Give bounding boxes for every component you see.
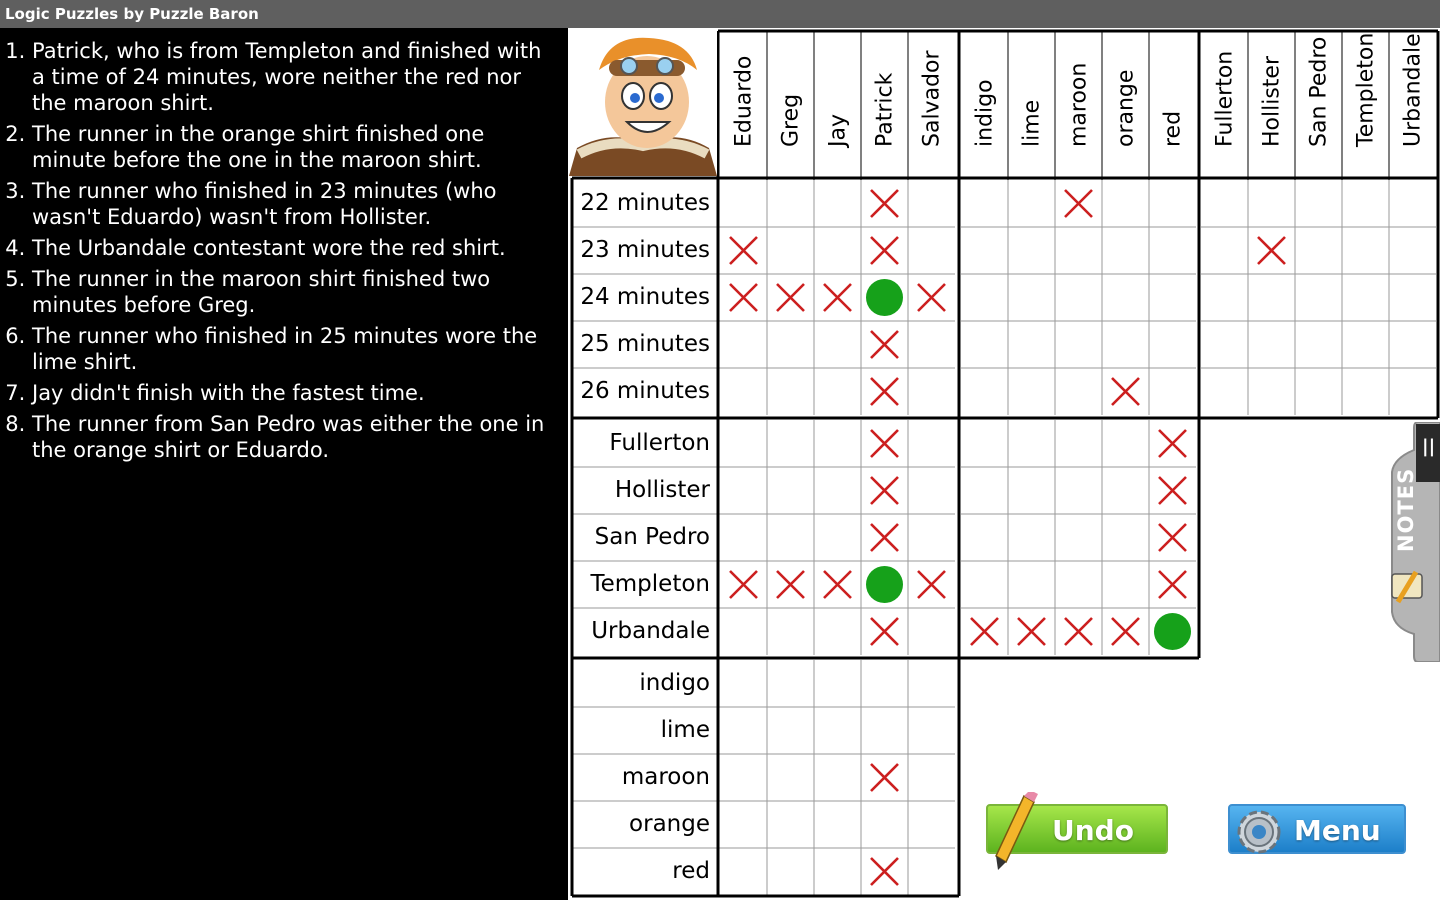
grid-cell[interactable] [1149,274,1196,321]
clue-item: 3. The runner who finished in 23 minutes (who wasn't Eduardo) wasn't from Hollister. [32,178,560,230]
row-shirt-header: orange [629,811,710,837]
grid-cell[interactable] [908,227,955,274]
grid-cell[interactable] [861,608,908,655]
grid-cell[interactable] [767,608,814,655]
x-mark-icon [775,569,806,600]
row-shirt-header: indigo [639,670,710,696]
grid-cell[interactable] [908,180,955,227]
confirm-dot-icon [1154,613,1191,650]
x-mark-icon [1157,522,1188,553]
confirm-dot-icon [866,566,903,603]
grid-cell[interactable] [1102,420,1149,467]
grid-cell[interactable] [814,801,861,848]
col-name-header-label: Patrick [872,72,897,147]
grid-cell[interactable] [814,368,861,415]
pencil-icon [984,792,1044,872]
grid-cell[interactable] [720,754,767,801]
grid-cell[interactable] [861,467,908,514]
confirm-dot-icon [866,279,903,316]
grid-cell[interactable] [908,274,955,321]
grid-cell[interactable] [814,754,861,801]
grid-cell[interactable] [814,321,861,368]
app-title-bar [0,0,1440,28]
grid-cell[interactable] [767,227,814,274]
grid-cell[interactable] [720,321,767,368]
grid-cell[interactable] [814,420,861,467]
clue-list [0,30,568,900]
x-mark-icon [1063,616,1094,647]
col-shirt-header-label: orange [1113,69,1138,147]
grid-cell[interactable] [720,514,767,561]
grid-cell[interactable] [767,420,814,467]
grid-cell[interactable] [1008,180,1055,227]
col-name-header [861,31,908,176]
grid-cell[interactable] [767,561,814,608]
grid-cell[interactable] [961,368,1008,415]
grid-cell[interactable] [1055,274,1102,321]
grid-cell[interactable] [1102,368,1149,415]
grid-cell[interactable] [767,754,814,801]
grid-cell[interactable] [908,368,955,415]
x-mark-icon [1157,428,1188,459]
grid-cell[interactable] [1201,321,1248,368]
grid-cell[interactable] [861,707,908,754]
col-shirt-header [1055,31,1102,176]
grid-cell[interactable] [767,801,814,848]
grid-cell[interactable] [908,514,955,561]
grid-cell[interactable] [1295,274,1342,321]
col-town-header [1201,31,1248,176]
grid-cell[interactable] [1055,180,1102,227]
col-name-header [814,31,861,176]
grid-cell[interactable] [1248,321,1295,368]
grid-cell[interactable] [961,420,1008,467]
grid-cell[interactable] [1102,274,1149,321]
grid-cell[interactable] [1102,467,1149,514]
grid-cell[interactable] [720,660,767,707]
grid-cell[interactable] [861,660,908,707]
grid-cell[interactable] [1008,321,1055,368]
x-mark-icon [869,762,900,793]
menu-button[interactable] [1228,804,1406,854]
x-mark-icon [1016,616,1047,647]
grid-cell[interactable] [767,368,814,415]
grid-cell[interactable] [861,227,908,274]
grid-cell[interactable] [1149,180,1196,227]
grid-cell[interactable] [1295,227,1342,274]
grid-cell[interactable] [767,707,814,754]
grid-cell[interactable] [861,368,908,415]
grid-cell[interactable] [1295,180,1342,227]
grid-cell[interactable] [1389,274,1436,321]
row-time-header: 24 minutes [580,284,710,310]
x-mark-icon [869,616,900,647]
col-town-header [1248,31,1295,176]
x-mark-icon [916,569,947,600]
x-mark-icon [1157,569,1188,600]
x-mark-icon [869,428,900,459]
row-time-header: 22 minutes [580,190,710,216]
grid-cell[interactable] [767,467,814,514]
grid-cell[interactable] [720,227,767,274]
grid-cell[interactable] [1149,420,1196,467]
clue-item: 1. Patrick, who is from Templeton and finished with a time of 24 minutes, wore neither the red nor the maroon shirt. [32,38,560,116]
grid-cell[interactable] [1201,227,1248,274]
grid-cell[interactable] [908,801,955,848]
grid-cell[interactable] [1389,180,1436,227]
x-mark-icon [969,616,1000,647]
x-mark-icon [822,282,853,313]
row-town-header: Urbandale [591,618,710,644]
grid-cell[interactable] [1008,274,1055,321]
col-name-header-label: Salvador [919,50,944,147]
grid-cell[interactable] [1102,321,1149,368]
grid-cell[interactable] [720,608,767,655]
x-mark-icon [728,235,759,266]
x-mark-icon [869,329,900,360]
grid-cell[interactable] [1055,514,1102,561]
col-town-header-label: San Pedro [1306,36,1331,147]
row-town-header: Fullerton [609,430,710,456]
grid-cell[interactable] [1055,368,1102,415]
grid-cell[interactable] [814,707,861,754]
row-time-header: 26 minutes [580,378,710,404]
clue-item: 6. The runner who finished in 25 minutes wore the lime shirt. [32,323,560,375]
grid-cell[interactable] [1149,608,1196,655]
grid-cell[interactable] [814,467,861,514]
grid-cell[interactable] [1102,227,1149,274]
grid-cell[interactable] [861,801,908,848]
x-mark-icon [869,522,900,553]
col-town-header-label: Hollister [1259,55,1284,147]
grid-cell[interactable] [1055,321,1102,368]
row-shirt-header: lime [660,717,710,743]
col-town-header-label: Urbandale [1400,33,1425,147]
notes-handle: || [1422,436,1436,457]
grid-cell[interactable] [908,561,955,608]
col-shirt-header [1008,31,1055,176]
grid-cell[interactable] [814,514,861,561]
clue-item: 8. The runner from San Pedro was either the one in the orange shirt or Eduardo. [32,411,560,463]
grid-cell[interactable] [1102,180,1149,227]
grid-cell[interactable] [720,848,767,895]
row-shirt-header: maroon [621,764,710,790]
col-name-header [720,31,767,176]
grid-cell[interactable] [720,368,767,415]
grid-cell[interactable] [814,848,861,895]
grid-cell[interactable] [961,561,1008,608]
clue-item: 5. The runner in the maroon shirt finished two minutes before Greg. [32,266,560,318]
grid-cell[interactable] [1008,368,1055,415]
notes-tab[interactable] [1388,422,1440,662]
grid-cell[interactable] [1102,514,1149,561]
grid-cell[interactable] [961,180,1008,227]
grid-cell[interactable] [1389,227,1436,274]
row-town-header: San Pedro [594,524,710,550]
grid-cell[interactable] [1055,467,1102,514]
grid-cell[interactable] [767,274,814,321]
undo-button[interactable] [986,804,1168,854]
col-shirt-header-label: indigo [972,79,997,147]
grid-cell[interactable] [1248,368,1295,415]
col-name-header [908,31,955,176]
col-town-header [1342,31,1389,176]
grid-cell[interactable] [1295,368,1342,415]
grid-cell[interactable] [861,274,908,321]
grid-cell[interactable] [720,707,767,754]
grid-cell[interactable] [908,754,955,801]
row-time-header: 23 minutes [580,237,710,263]
grid-cell[interactable] [1149,467,1196,514]
grid-cell[interactable] [1201,368,1248,415]
x-mark-icon [728,282,759,313]
grid-cell[interactable] [861,754,908,801]
grid-cell[interactable] [1102,608,1149,655]
x-mark-icon [1256,235,1287,266]
grid-cell[interactable] [961,467,1008,514]
col-shirt-header [1149,31,1196,176]
grid-cell[interactable] [1008,420,1055,467]
row-time-header: 25 minutes [580,331,710,357]
x-mark-icon [869,235,900,266]
grid-cell[interactable] [720,801,767,848]
col-shirt-header-label: maroon [1066,62,1091,147]
grid-cell[interactable] [1342,368,1389,415]
x-mark-icon [1110,376,1141,407]
grid-cell[interactable] [720,467,767,514]
grid-cell[interactable] [767,660,814,707]
grid-cell[interactable] [1055,420,1102,467]
grid-cell[interactable] [961,321,1008,368]
col-name-header-label: Greg [778,93,803,147]
notes-label: NOTES [1394,467,1418,552]
pencil-icon [1392,572,1422,602]
grid-cell[interactable] [814,660,861,707]
grid-cell[interactable] [1295,321,1342,368]
grid-cell[interactable] [908,707,955,754]
grid-cell[interactable] [961,227,1008,274]
grid-cell[interactable] [1248,227,1295,274]
grid-cell[interactable] [814,608,861,655]
grid-cell[interactable] [908,608,955,655]
col-town-header-label: Fullerton [1212,50,1237,147]
grid-cell[interactable] [1248,274,1295,321]
grid-cell[interactable] [814,561,861,608]
grid-cell[interactable] [720,274,767,321]
grid-cell[interactable] [1008,467,1055,514]
x-mark-icon [822,569,853,600]
col-name-header-label: Jay [825,114,850,147]
row-town-header: Templeton [590,571,710,597]
x-mark-icon [869,856,900,887]
grid-cell[interactable] [1342,321,1389,368]
x-mark-icon [869,188,900,219]
col-town-header-label: Templeton [1353,32,1378,147]
grid-cell[interactable] [961,514,1008,561]
col-town-header [1295,31,1342,176]
grid-cell[interactable] [1149,368,1196,415]
x-mark-icon [916,282,947,313]
grid-cell[interactable] [720,561,767,608]
grid-cell[interactable] [767,321,814,368]
grid-cell[interactable] [1055,608,1102,655]
grid-cell[interactable] [767,848,814,895]
x-mark-icon [728,569,759,600]
col-name-header [767,31,814,176]
grid-cell[interactable] [1008,608,1055,655]
grid-cell[interactable] [861,420,908,467]
x-mark-icon [1063,188,1094,219]
gear-icon [1234,800,1284,860]
row-shirt-header: red [672,858,710,884]
grid-cell[interactable] [1008,227,1055,274]
grid-cell[interactable] [861,561,908,608]
clue-item: 4. The Urbandale contestant wore the red shirt. [32,235,560,261]
grid-cell[interactable] [1201,180,1248,227]
clue-item: 7. Jay didn't finish with the fastest time. [32,380,560,406]
grid-cell[interactable] [1149,561,1196,608]
col-shirt-header [961,31,1008,176]
grid-cell[interactable] [1342,180,1389,227]
x-mark-icon [869,376,900,407]
x-mark-icon [1110,616,1141,647]
x-mark-icon [869,475,900,506]
col-shirt-header-label: lime [1019,99,1044,147]
grid-cell[interactable] [861,514,908,561]
grid-cell[interactable] [1102,561,1149,608]
grid-cell[interactable] [767,514,814,561]
grid-cell[interactable] [861,848,908,895]
x-mark-icon [775,282,806,313]
grid-cell[interactable] [961,274,1008,321]
grid-cell[interactable] [1201,274,1248,321]
grid-cell[interactable] [1342,227,1389,274]
grid-cell[interactable] [1055,561,1102,608]
mascot-image [569,30,717,176]
grid-cell[interactable] [908,467,955,514]
grid-cell[interactable] [814,274,861,321]
grid-cell[interactable] [908,848,955,895]
grid-cell[interactable] [861,180,908,227]
grid-cell[interactable] [814,180,861,227]
grid-cell[interactable] [1008,514,1055,561]
grid-cell[interactable] [720,180,767,227]
grid-cell[interactable] [1342,274,1389,321]
clue-item: 2. The runner in the orange shirt finished one minute before the one in the maroon shirt. [32,121,560,173]
grid-cell[interactable] [1389,321,1436,368]
undo-label: Undo [1052,814,1134,847]
grid-cell[interactable] [1008,561,1055,608]
grid-cell[interactable] [908,321,955,368]
grid-cell[interactable] [1055,227,1102,274]
grid-cell[interactable] [908,660,955,707]
grid-cell[interactable] [767,180,814,227]
app-title: Logic Puzzles by Puzzle Baron [5,5,259,23]
grid-cell[interactable] [1248,180,1295,227]
col-town-header [1389,31,1436,176]
grid-cell[interactable] [1389,368,1436,415]
grid-cell[interactable] [1149,321,1196,368]
col-name-header-label: Eduardo [731,55,756,147]
grid-cell[interactable] [961,608,1008,655]
row-town-header: Hollister [614,477,710,503]
grid-cell[interactable] [814,227,861,274]
grid-cell[interactable] [1149,227,1196,274]
col-shirt-header [1102,31,1149,176]
grid-cell[interactable] [720,420,767,467]
grid-cell[interactable] [908,420,955,467]
menu-label: Menu [1294,814,1381,847]
x-mark-icon [1157,475,1188,506]
col-shirt-header-label: red [1160,110,1185,147]
grid-cell[interactable] [861,321,908,368]
mascot-aviator-icon [569,30,717,176]
grid-cell[interactable] [1149,514,1196,561]
